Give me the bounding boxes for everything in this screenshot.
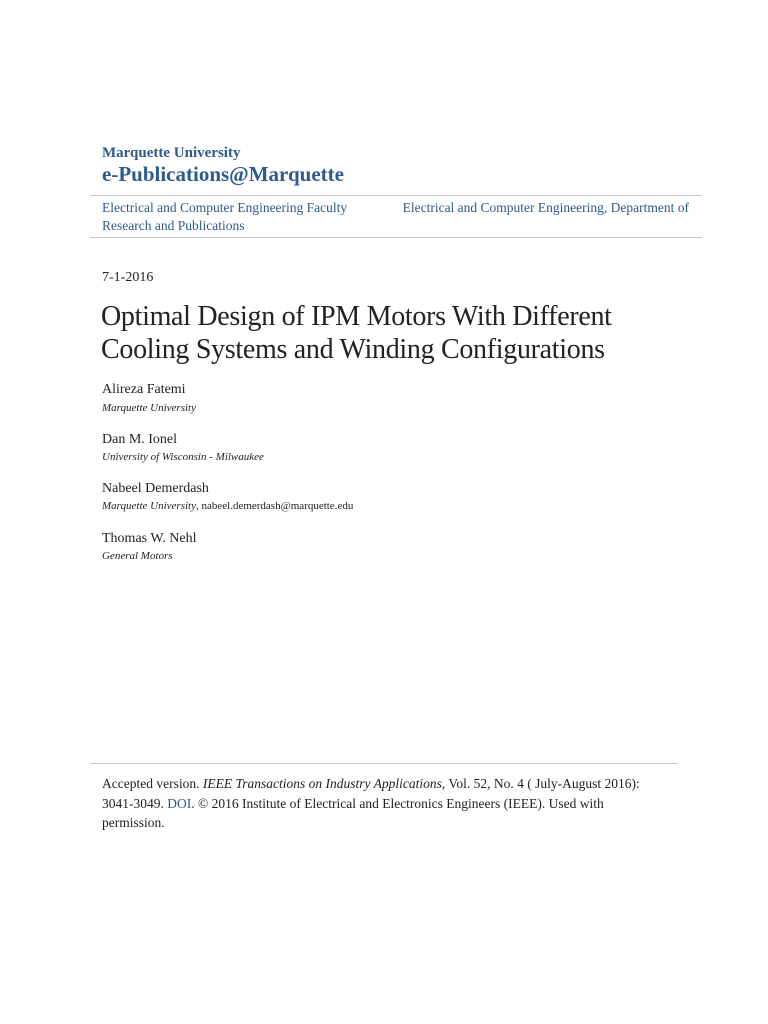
author-affiliation bbox=[102, 450, 264, 464]
university-name[interactable]: Marquette University bbox=[102, 145, 241, 161]
doi-link[interactable]: DOI bbox=[167, 795, 192, 811]
affiliation-text: Marquette University bbox=[102, 402, 196, 414]
footer-divider bbox=[90, 763, 678, 764]
affiliation-text: University of Wisconsin - Milwaukee bbox=[102, 451, 264, 463]
author-name: Nabeel Demerdash bbox=[102, 481, 209, 496]
collection-link-department[interactable]: Electrical and Computer Engineering, Department of bbox=[402, 200, 689, 215]
affiliation-text: General Motors bbox=[102, 550, 173, 562]
collection-link-faculty-research[interactable]: Electrical and Computer Engineering Faculty Research and Publications bbox=[102, 200, 348, 233]
author-affiliation bbox=[102, 549, 173, 563]
affiliation-text: Marquette University bbox=[102, 500, 196, 512]
paper-title: Optimal Design of IPM Motors With Different Cooling Systems and Winding Configurations bbox=[101, 301, 612, 365]
author-affiliation bbox=[102, 401, 196, 415]
repository-header bbox=[102, 144, 702, 186]
citation-block bbox=[102, 774, 642, 833]
citation-prefix: Accepted version. bbox=[102, 776, 203, 791]
publication-date: 7-1-2016 bbox=[102, 270, 154, 285]
citation-journal: IEEE Transactions on Industry Applications, bbox=[202, 776, 446, 791]
author-name: Thomas W. Nehl bbox=[102, 531, 197, 546]
citation-details: Vol. 52, No. 4 ( July-August 2016): 3041-3049. bbox=[102, 776, 640, 811]
author-name: Alireza Fatemi bbox=[102, 382, 186, 397]
author-affiliation bbox=[102, 499, 353, 513]
citation-suffix: . © 2016 Institute of Electrical and Electronics Engineers (IEEE). Used with permission. bbox=[102, 795, 604, 830]
repository-name[interactable]: e-Publications@Marquette bbox=[102, 162, 344, 186]
author-name: Dan M. Ionel bbox=[102, 432, 178, 447]
affiliation-separator: , bbox=[195, 500, 202, 512]
collection-bar bbox=[90, 195, 702, 238]
author-email[interactable]: nabeel.demerdash@marquette.edu bbox=[201, 500, 354, 512]
